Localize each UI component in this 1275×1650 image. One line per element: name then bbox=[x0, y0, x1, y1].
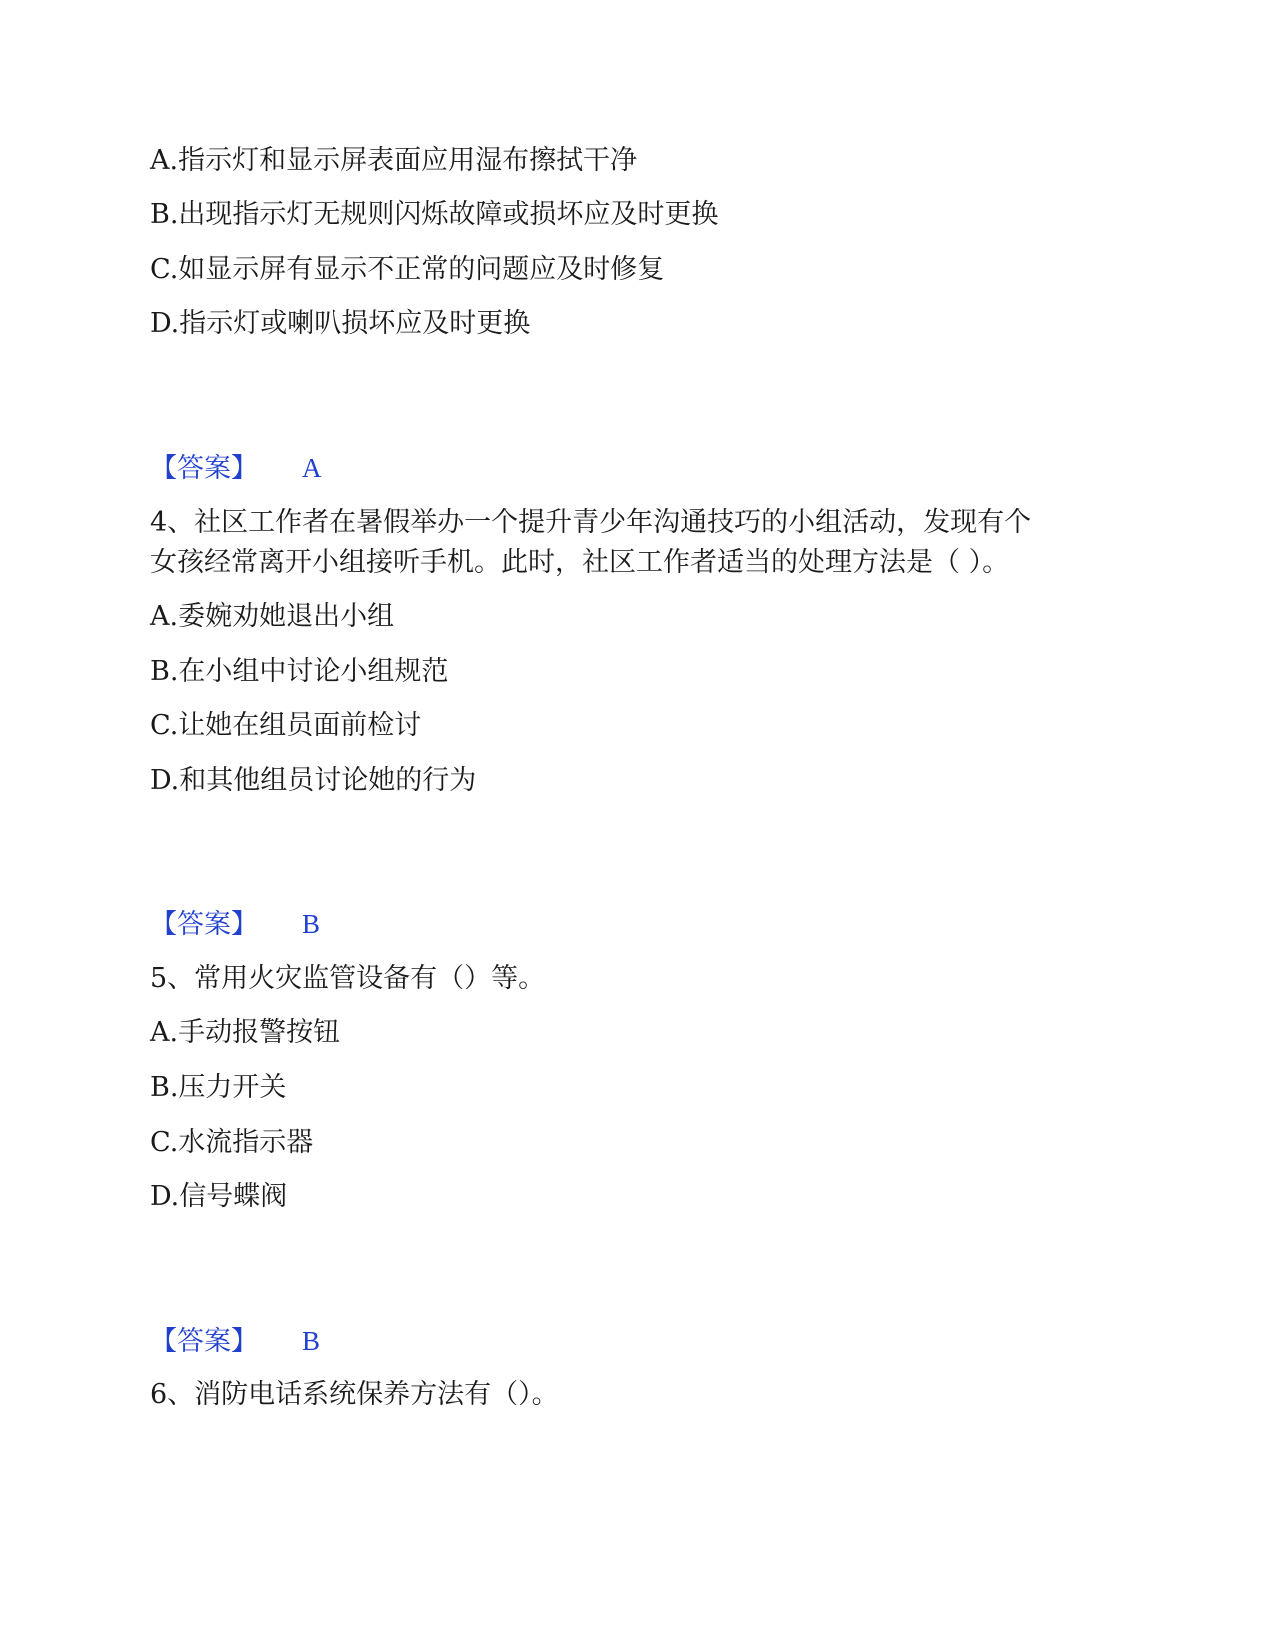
q4-stem-line-1: 4、社区工作者在暑假举办一个提升青少年沟通技巧的小组活动，发现有个 bbox=[150, 507, 1032, 538]
q4-answer bbox=[150, 904, 320, 945]
answer-tag: 【答案】 bbox=[150, 1326, 258, 1357]
q5-option-b: B.压力开关 bbox=[150, 1072, 287, 1103]
q3-option-c: C.如显示屏有显示不正常的问题应及时修复 bbox=[150, 254, 665, 285]
q6-stem: 6、消防电话系统保养方法有（）。 bbox=[150, 1379, 559, 1410]
q5-option-c: C.水流指示器 bbox=[150, 1127, 314, 1158]
q4-option-a: A.委婉劝她退出小组 bbox=[150, 601, 395, 632]
q3-option-a: A.指示灯和显示屏表面应用湿布擦拭干净 bbox=[150, 145, 638, 176]
q5-stem: 5、常用火灾监管设备有（）等。 bbox=[150, 963, 546, 994]
q5-answer bbox=[150, 1321, 320, 1362]
answer-value: B bbox=[302, 909, 321, 939]
q3-option-d: D.指示灯或喇叭损坏应及时更换 bbox=[150, 308, 531, 339]
q4-stem-line-2: 女孩经常离开小组接听手机。此时，社区工作者适当的处理方法是（ ）。 bbox=[150, 547, 1010, 578]
answer-tag: 【答案】 bbox=[150, 453, 258, 484]
answer-value: A bbox=[302, 453, 322, 483]
q3-answer bbox=[150, 448, 322, 489]
q3-option-b: B.出现指示灯无规则闪烁故障或损坏应及时更换 bbox=[150, 199, 719, 230]
answer-tag: 【答案】 bbox=[150, 909, 258, 940]
q5-option-a: A.手动报警按钮 bbox=[150, 1017, 341, 1048]
answer-value: B bbox=[302, 1326, 321, 1356]
q4-option-b: B.在小组中讨论小组规范 bbox=[150, 656, 449, 687]
q5-option-d: D.信号蝶阀 bbox=[150, 1181, 288, 1212]
q4-option-d: D.和其他组员讨论她的行为 bbox=[150, 765, 477, 796]
q4-option-c: C.让她在组员面前检讨 bbox=[150, 710, 422, 741]
